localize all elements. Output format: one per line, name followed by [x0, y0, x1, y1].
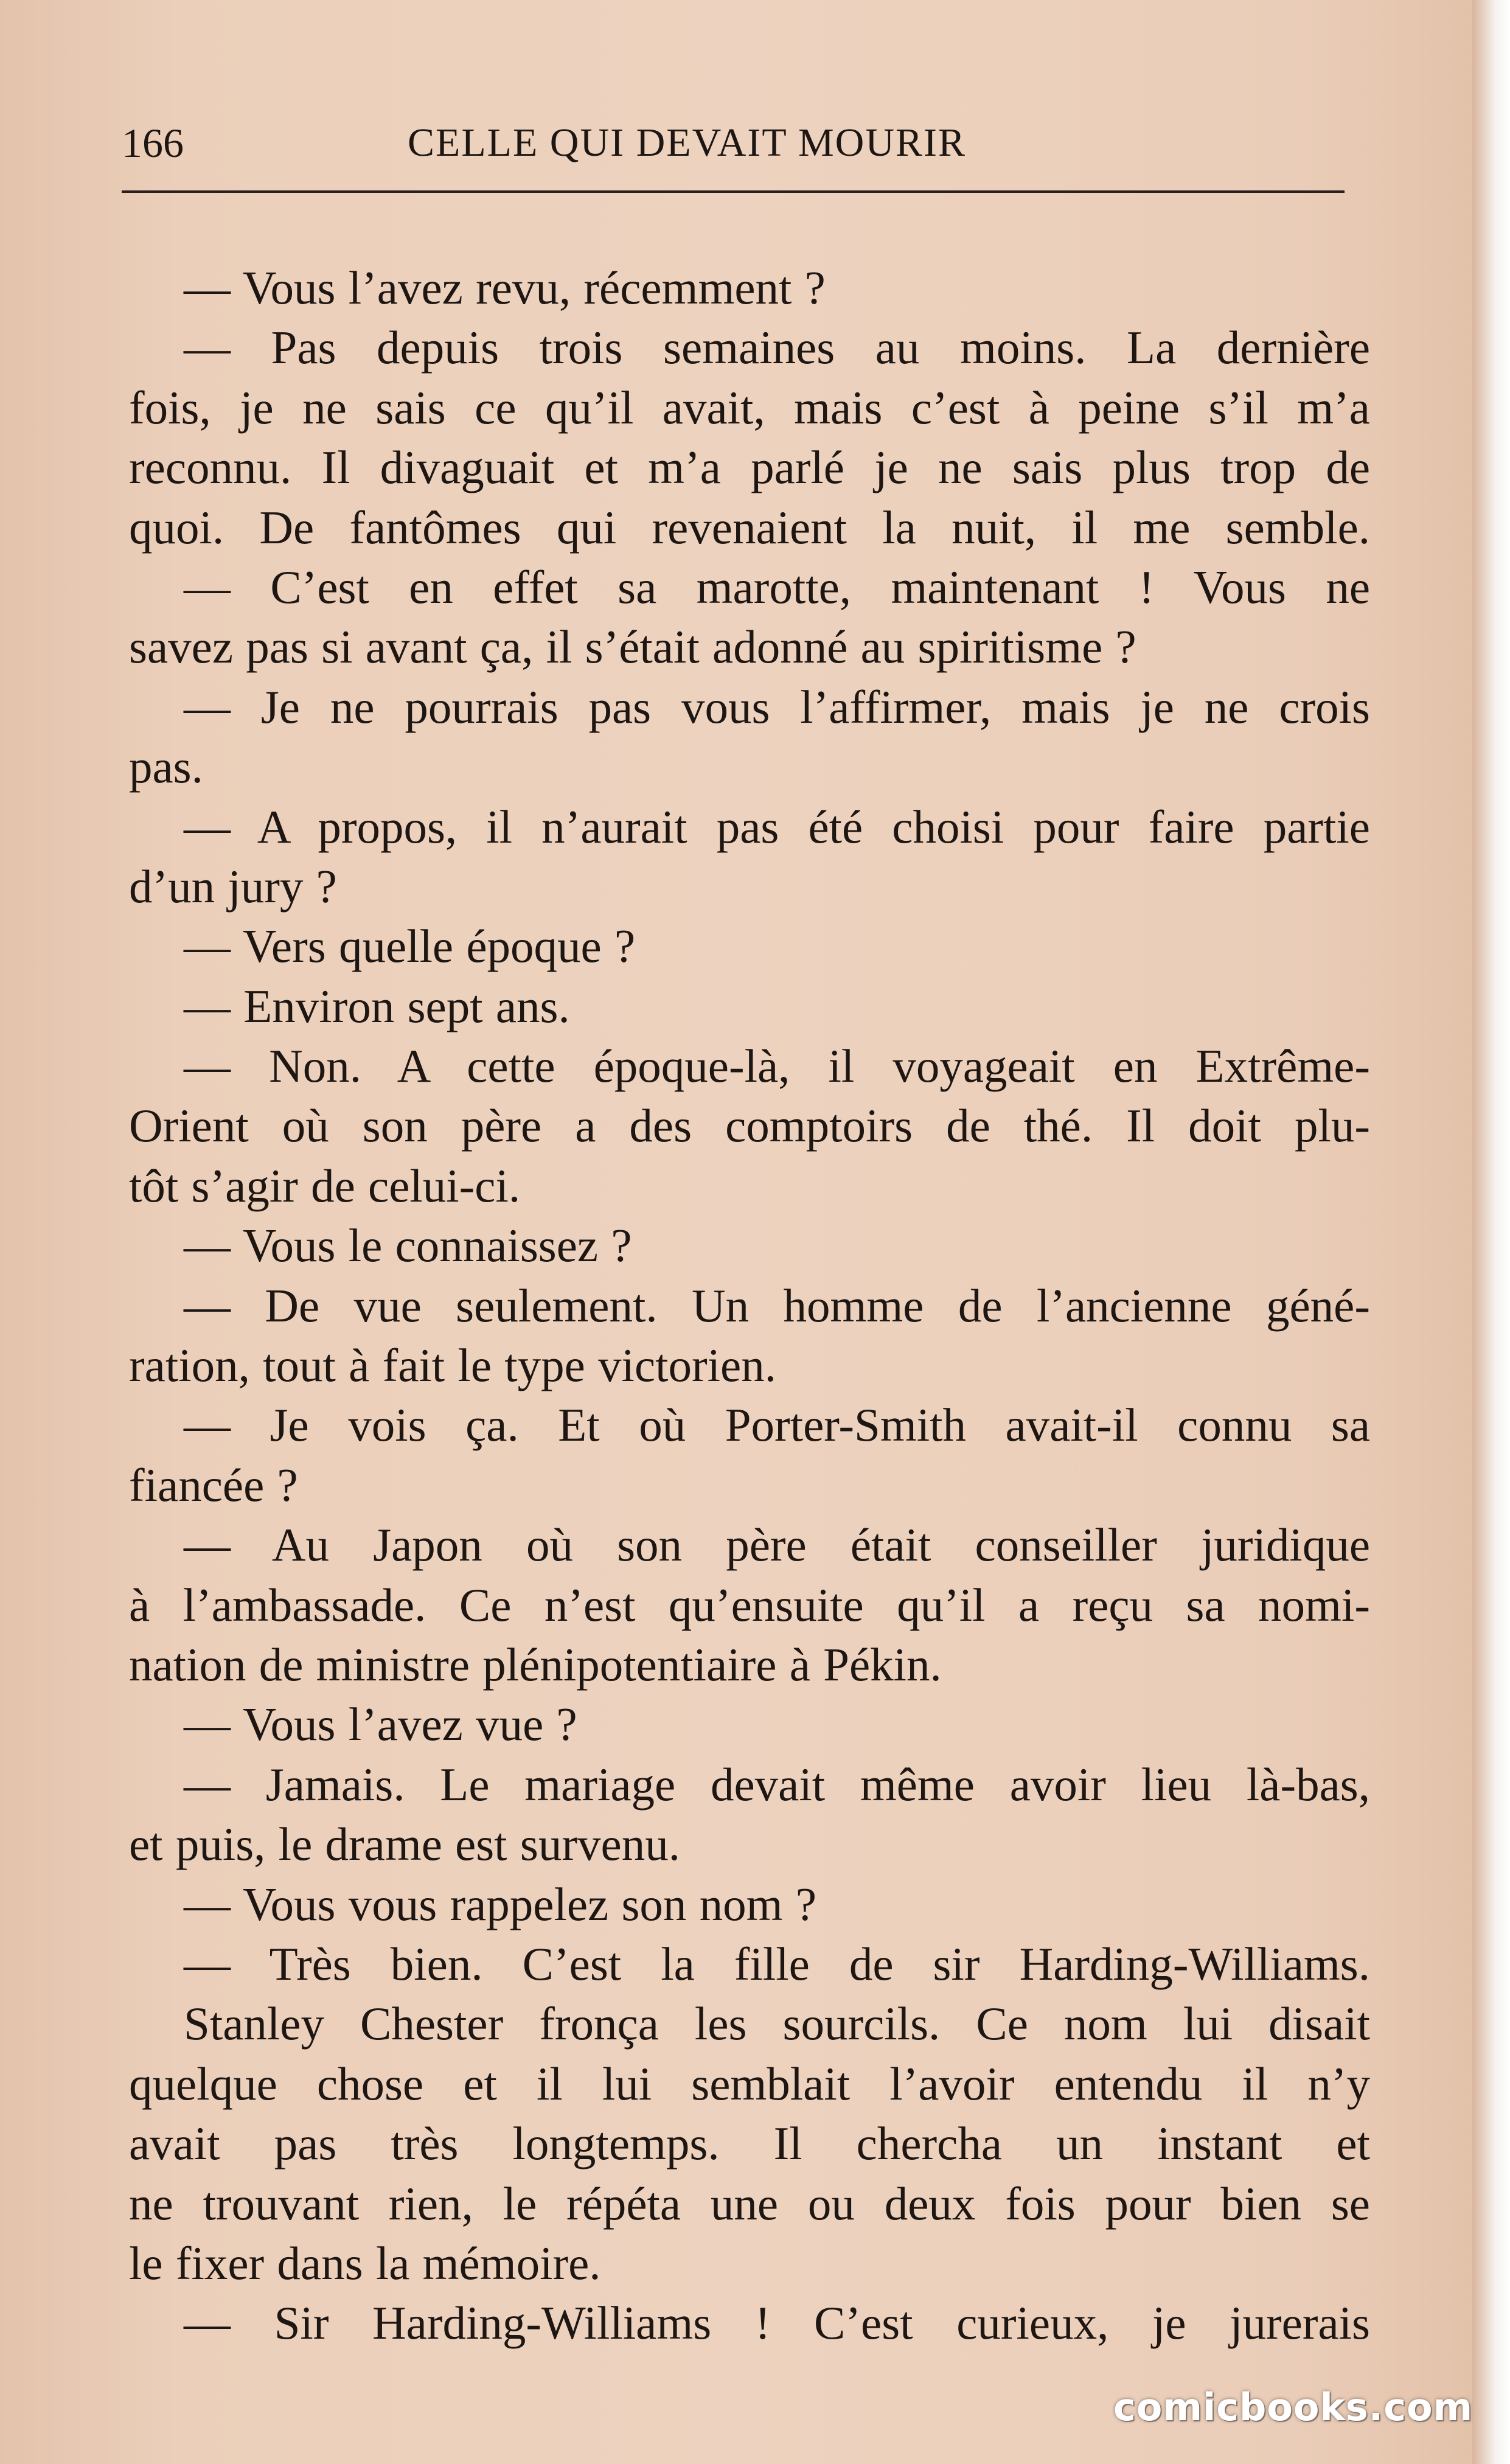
text-line: — Vous l’avez vue ?: [184, 1698, 577, 1751]
text-line: — Environ sept ans.: [184, 980, 570, 1032]
text-line: et puis, le drame est survenu.: [129, 1818, 680, 1871]
text-line: — Jamais. Le mariage devait même avoir lieu là-bas,: [184, 1758, 1370, 1811]
text-line: quelque chose et il lui semblait l’avoir entendu il n’y: [129, 2057, 1370, 2110]
text-line: fois, je ne sais ce qu’il avait, mais c’est à peine s’il m’a: [129, 381, 1370, 434]
text-line: tôt s’agir de celui-ci.: [129, 1159, 521, 1212]
text-line: — Pas depuis trois semaines au moins. La dernière: [184, 321, 1370, 374]
text-line: ne trouvant rien, le répéta une ou deux fois pour bien se: [129, 2177, 1370, 2230]
text-line: — Je ne pourrais pas vous l’affirmer, mais je ne crois: [184, 680, 1370, 733]
body-text: [129, 258, 1370, 2353]
text-line: fiancée ?: [129, 1458, 298, 1511]
text-line: — Vous l’avez revu, récemment ?: [184, 262, 826, 314]
text-line: nation de ministre plénipotentiaire à Pékin.: [129, 1638, 942, 1691]
text-line: — Non. A cette époque-là, il voyageait en Extrême-: [184, 1040, 1370, 1093]
text-line: quoi. De fantômes qui revenaient la nuit, il me semble.: [129, 501, 1370, 554]
text-line: — Vers quelle époque ?: [184, 920, 636, 973]
text-line: — Sir Harding-Williams ! C’est curieux, je jurerais: [184, 2297, 1370, 2350]
text-line: — Vous vous rappelez son nom ?: [184, 1878, 816, 1930]
text-line: le fixer dans la mémoire.: [129, 2236, 601, 2289]
text-line: à l’ambassade. Ce n’est qu’ensuite qu’il a reçu sa nomi-: [129, 1578, 1370, 1631]
page-number: 166: [122, 120, 184, 166]
text-line: — A propos, il n’aurait pas été choisi pour faire partie: [184, 800, 1370, 853]
text-line: pas.: [129, 740, 203, 793]
text-line: — De vue seulement. Un homme de l’ancienne géné-: [184, 1279, 1370, 1332]
text-line: ration, tout à fait le type victorien.: [129, 1339, 776, 1392]
page-header: [122, 116, 1345, 170]
running-title: CELLE QUI DEVAIT MOURIR: [408, 120, 967, 165]
text-line: — Vous le connaissez ?: [184, 1219, 632, 1272]
text-line: — Je vois ça. Et où Porter-Smith avait-il connu sa: [184, 1399, 1370, 1452]
text-line: Stanley Chester fronça les sourcils. Ce nom lui disait: [184, 1997, 1370, 2050]
header-rule: [122, 190, 1345, 193]
text-line: reconnu. Il divaguait et m’a parlé je ne sais plus trop de: [129, 441, 1370, 494]
text-line: — Très bien. C’est la fille de sir Harding-Williams.: [184, 1937, 1370, 1990]
page-edge: [1472, 0, 1510, 2464]
text-line: — Au Japon où son père était conseiller juridique: [184, 1519, 1370, 1571]
text-line: savez pas si avant ça, il s’était adonné au spiritisme ?: [129, 621, 1136, 673]
text-line: avait pas très longtemps. Il chercha un instant et: [129, 2117, 1370, 2170]
text-line: — C’est en effet sa marotte, maintenant ! Vous ne: [184, 560, 1370, 613]
watermark: comicbooks.com: [1113, 2385, 1473, 2429]
text-line: d’un jury ?: [129, 860, 337, 913]
text-line: Orient où son père a des comptoirs de thé. Il doit plu-: [129, 1099, 1370, 1152]
